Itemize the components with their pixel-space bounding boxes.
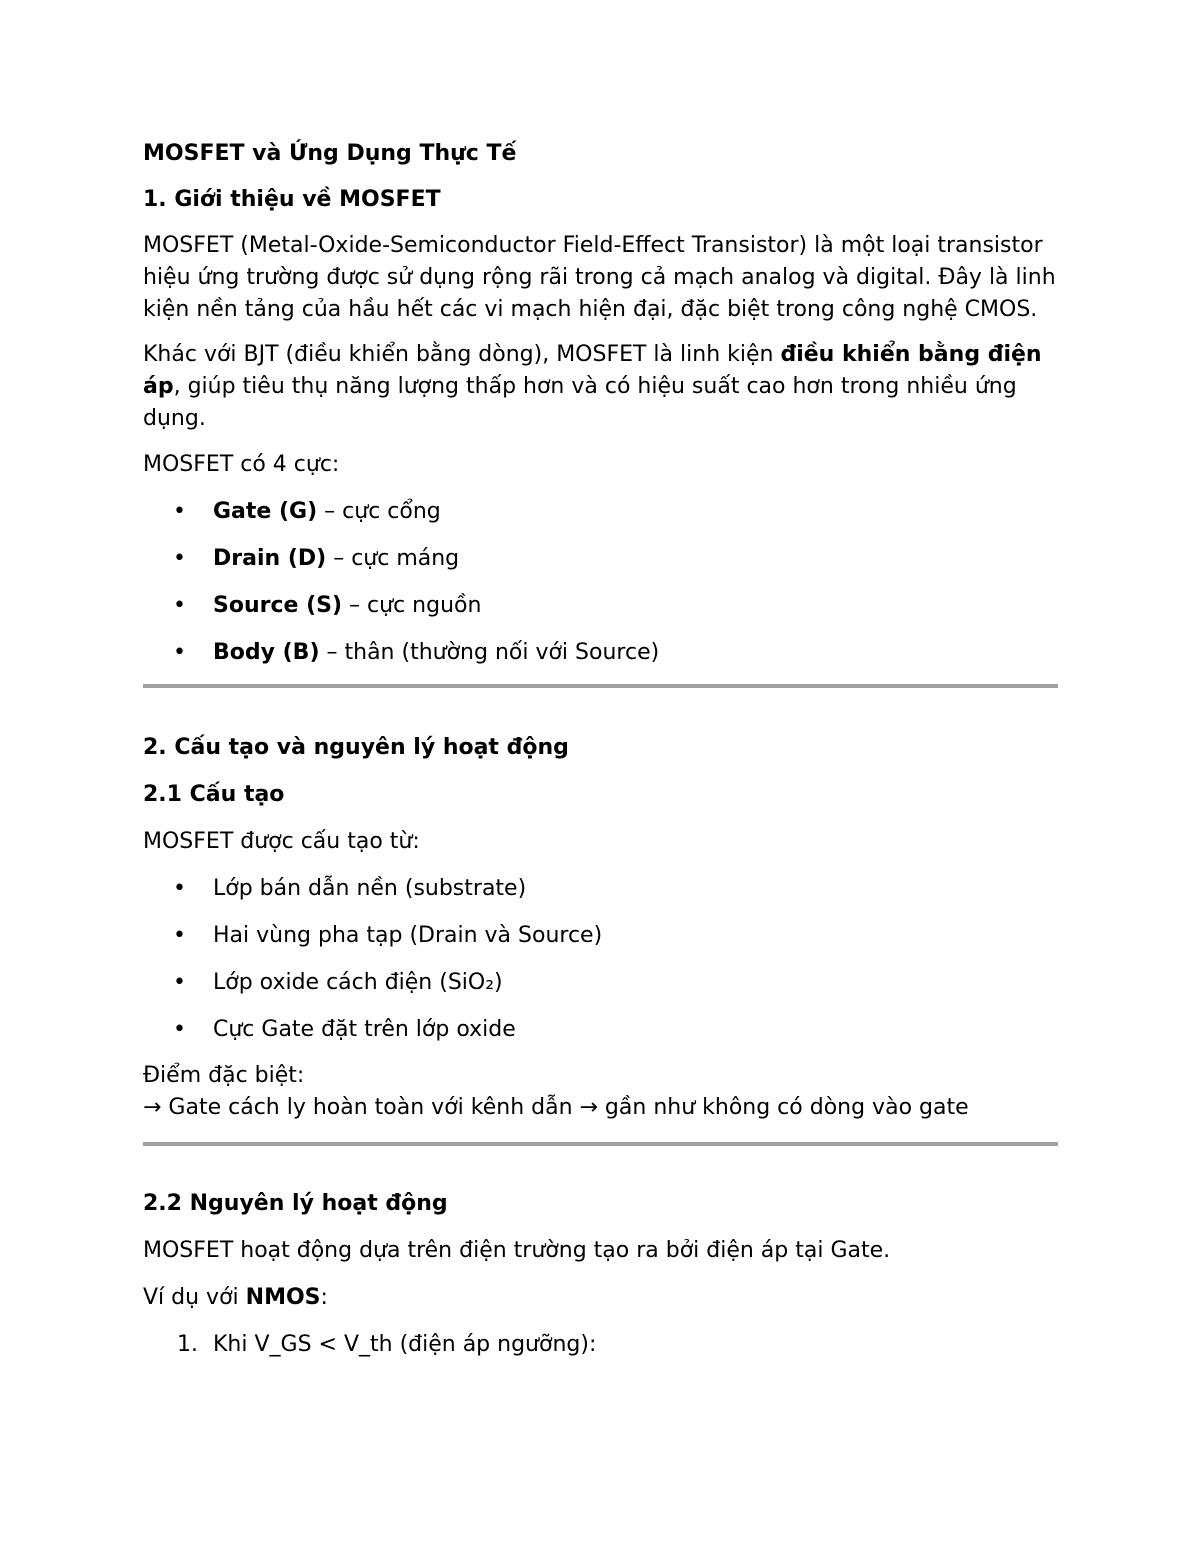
bullet-icon: •	[173, 546, 186, 571]
terminal-name: Gate (G)	[213, 499, 318, 524]
list-item	[143, 920, 1058, 952]
terminal-desc: – cực cổng	[317, 499, 441, 524]
terminal-desc: – thân (thường nối với Source)	[319, 640, 660, 665]
terminal-desc: – cực máng	[326, 546, 460, 571]
bullet-icon: •	[173, 923, 186, 948]
list-item	[143, 543, 1058, 575]
subsection-2-1-note-text: → Gate cách ly hoàn toàn với kênh dẫn → gần như không có dòng vào gate	[143, 1095, 969, 1120]
subsection-2-2-heading: 2.2 Nguyên lý hoạt động	[143, 1191, 448, 1216]
section-1-paragraph-2	[143, 339, 1058, 435]
list-item	[143, 1329, 1058, 1361]
list-item-text: Lớp oxide cách điện (SiO₂)	[213, 970, 503, 995]
subsection-2-1-heading: 2.1 Cấu tạo	[143, 782, 285, 807]
paragraph-text: , giúp tiêu thụ năng lượng thấp hơn và có hiệu suất cao hơn trong nhiều ứng dụng.	[143, 374, 1017, 431]
bullet-icon: •	[173, 970, 186, 995]
document-page	[143, 138, 1058, 1361]
section-1-paragraph-3: MOSFET có 4 cực:	[143, 452, 340, 477]
bullet-icon: •	[173, 499, 186, 524]
horizontal-rule	[143, 684, 1058, 688]
emphasis-text: điều khiển bằng điện áp	[143, 342, 1042, 399]
terminal-name: Source (S)	[213, 593, 343, 618]
subsection-2-1-note-label: Điểm đặc biệt:	[143, 1063, 305, 1088]
list-item	[143, 496, 1058, 528]
bullet-icon: •	[173, 640, 186, 665]
list-item-text: Lớp bán dẫn nền (substrate)	[213, 876, 527, 901]
terminal-name: Body (B)	[213, 640, 320, 665]
section-2-heading: 2. Cấu tạo và nguyên lý hoạt động	[143, 735, 569, 760]
horizontal-rule	[143, 1142, 1058, 1146]
section-1-paragraph-1: MOSFET (Metal-Oxide-Semiconductor Field-Effect Transistor) là một loại transistor hiệu ứng trường được sử dụng rộng rãi trong cả mạch analog và digital. Đây là linh kiện nền tảng của hầu hết các vi mạch hiện đại, đặc biệt trong công nghệ CMOS.	[143, 233, 1056, 322]
subsection-2-2-paragraph-1: MOSFET hoạt động dựa trên điện trường tạo ra bởi điện áp tại Gate.	[143, 1238, 891, 1263]
emphasis-text: NMOS	[245, 1285, 321, 1310]
bullet-icon: •	[173, 593, 186, 618]
bullet-icon: •	[173, 1017, 186, 1042]
paragraph-text: :	[320, 1285, 328, 1310]
paragraph-text: Khác với BJT (điều khiển bằng dòng), MOSFET là linh kiện	[143, 342, 781, 367]
paragraph-text: Ví dụ với	[143, 1285, 246, 1310]
terminal-name: Drain (D)	[213, 546, 327, 571]
list-number: 1.	[177, 1332, 198, 1357]
list-item	[143, 967, 1058, 999]
list-item-text: Hai vùng pha tạp (Drain và Source)	[213, 923, 603, 948]
document-title: MOSFET và Ứng Dụng Thực Tế	[143, 141, 517, 166]
list-item	[143, 590, 1058, 622]
subsection-2-2-paragraph-2	[143, 1282, 1058, 1314]
subsection-2-1-intro: MOSFET được cấu tạo từ:	[143, 829, 420, 854]
list-item	[143, 637, 1058, 669]
steps-list	[143, 1329, 1058, 1361]
list-item	[143, 1014, 1058, 1046]
section-1-heading: 1. Giới thiệu về MOSFET	[143, 187, 441, 212]
list-item	[143, 873, 1058, 905]
terminal-desc: – cực nguồn	[342, 593, 482, 618]
list-item-text: Cực Gate đặt trên lớp oxide	[213, 1017, 516, 1042]
terminal-list	[143, 496, 1058, 669]
list-item-text: Khi V_GS < V_th (điện áp ngưỡng):	[213, 1332, 597, 1357]
structure-list	[143, 873, 1058, 1046]
bullet-icon: •	[173, 876, 186, 901]
